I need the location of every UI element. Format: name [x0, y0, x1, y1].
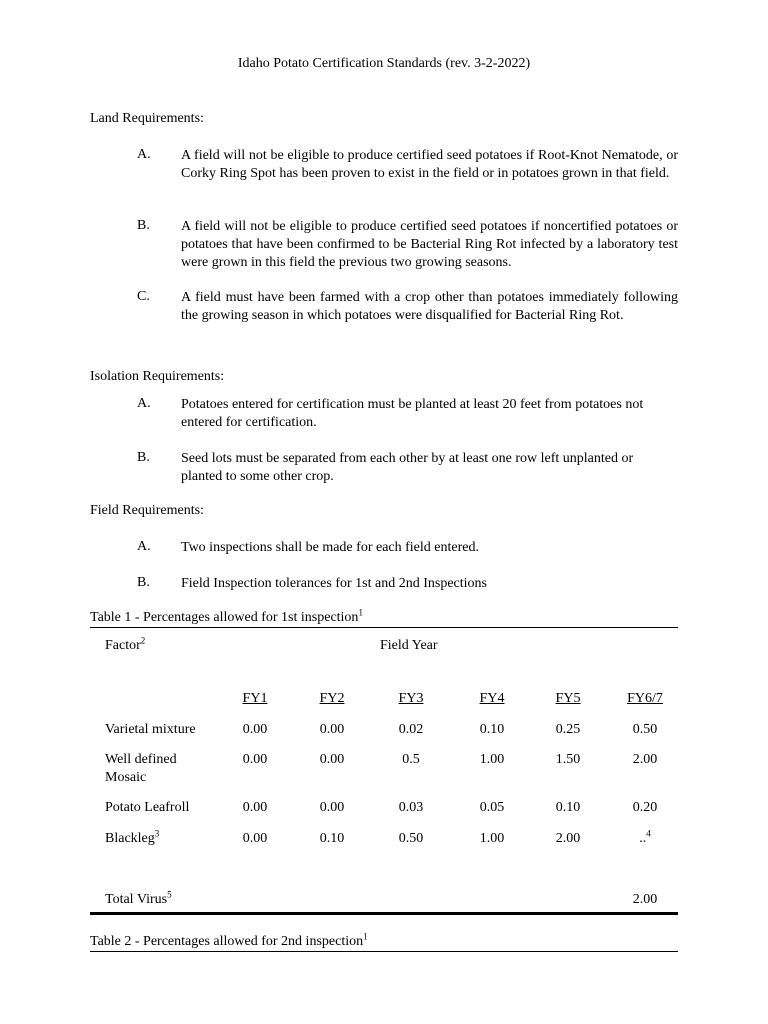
col-header-fy4: FY4: [479, 691, 505, 706]
table1-caption: [90, 607, 363, 626]
table1-factor-header: [105, 637, 145, 655]
table-cell: 0.00: [242, 831, 268, 846]
row-label-potato-leafroll: Potato Leafroll: [105, 800, 190, 815]
table-cell: 0.02: [398, 722, 424, 737]
field-year-header: Field Year: [380, 638, 438, 653]
table-cell: [615, 830, 675, 848]
blackleg-fy67-value: ..: [639, 831, 647, 846]
table-cell: 2.00: [632, 752, 658, 767]
table-cell: 0.00: [319, 800, 345, 815]
field-item-a-text: Two inspections shall be made for each field entered.: [181, 540, 479, 555]
col-header-fy2: FY2: [319, 691, 345, 706]
land-item-b-text: A field will not be eligible to produce certified seed potatoes if noncertified potatoes or potatoes that have been confirmed to be Bacterial Ring Rot infected by a laboratory test were grown in this field the previous two growing seasons.: [181, 219, 678, 270]
blackleg-footnote: 3: [154, 828, 160, 839]
blackleg-fy67-footnote: 4: [646, 828, 651, 839]
table1-top-rule: [90, 627, 678, 628]
table2-top-rule: [90, 951, 678, 952]
table-cell: 1.00: [479, 831, 505, 846]
table-cell: 0.00: [319, 722, 345, 737]
isolation-item-a-text: Potatoes entered for certification must be planted at least 20 feet from potatoes not entered for certification.: [181, 397, 644, 430]
table-cell: 0.10: [319, 831, 345, 846]
row-label-total-virus: [105, 891, 172, 909]
table-cell: 0.10: [555, 800, 581, 815]
field-requirements-heading: Field Requirements:: [90, 503, 204, 518]
table-cell: 0.05: [479, 800, 505, 815]
field-item-a-letter: A.: [137, 539, 151, 554]
factor-footnote: 2: [140, 635, 146, 646]
blackleg-label: Blackleg: [105, 831, 155, 846]
total-virus-label: Total Virus: [105, 892, 168, 907]
isolation-item-a-letter: A.: [137, 396, 151, 411]
table-cell: 1.00: [479, 752, 505, 767]
field-item-b-text: Field Inspection tolerances for 1st and 2nd Inspections: [181, 576, 487, 591]
table2-caption: [90, 931, 368, 950]
table-cell: 0.10: [479, 722, 505, 737]
col-header-fy5: FY5: [555, 691, 581, 706]
table-cell: 0.5: [402, 752, 420, 767]
factor-label: Factor: [105, 638, 141, 653]
table1-bottom-rule: [90, 912, 678, 915]
page-title: Idaho Potato Certification Standards (rev. 3-2-2022): [237, 56, 531, 71]
field-item-b-letter: B.: [137, 575, 150, 590]
table2-caption-footnote: 1: [363, 931, 368, 942]
total-virus-footnote: 5: [167, 889, 172, 900]
table-cell: 2.00: [555, 831, 581, 846]
table-cell: 0.00: [242, 752, 268, 767]
row-label-varietal-mixture: Varietal mixture: [105, 722, 196, 737]
total-virus-value: 2.00: [632, 892, 658, 907]
land-item-c-text: A field must have been farmed with a crop other than potatoes immediately following the growing season in which potatoes were disqualified for Bacterial Ring Rot.: [181, 290, 678, 323]
land-item-a-letter: A.: [137, 147, 151, 162]
isolation-item-b-text: Seed lots must be separated from each other by at least one row left unplanted or planted to some other crop.: [181, 451, 634, 484]
table-cell: 0.25: [555, 722, 581, 737]
table-cell: 0.00: [242, 722, 268, 737]
col-header-fy1: FY1: [242, 691, 268, 706]
col-header-fy67: FY6/7: [627, 691, 663, 706]
table-cell: 0.50: [398, 831, 424, 846]
table-cell: 0.50: [632, 722, 658, 737]
land-item-c-letter: C.: [137, 289, 150, 304]
table1-caption-footnote: 1: [358, 607, 363, 618]
table-cell: 0.00: [242, 800, 268, 815]
isolation-requirements-heading: Isolation Requirements:: [90, 369, 225, 384]
table-cell: 0.00: [319, 752, 345, 767]
table-cell: 0.03: [398, 800, 424, 815]
table-cell: 1.50: [555, 752, 581, 767]
land-item-b-letter: B.: [137, 218, 150, 233]
row-label-well-defined-mosaic: Well defined Mosaic: [105, 752, 177, 785]
land-requirements-heading: Land Requirements:: [90, 111, 204, 126]
isolation-item-b-letter: B.: [137, 450, 150, 465]
land-item-a-text: A field will not be eligible to produce certified seed potatoes if Root-Knot Nematode, or Corky Ring Spot has been proven to exist in the field or in potatoes grown in that field.: [181, 148, 678, 181]
col-header-fy3: FY3: [398, 691, 424, 706]
table1-caption-text: Table 1 - Percentages allowed for 1st inspection: [90, 610, 359, 625]
table2-caption-text: Table 2 - Percentages allowed for 2nd inspection: [90, 934, 364, 949]
row-label-blackleg: [105, 830, 159, 848]
table-cell: 0.20: [632, 800, 658, 815]
